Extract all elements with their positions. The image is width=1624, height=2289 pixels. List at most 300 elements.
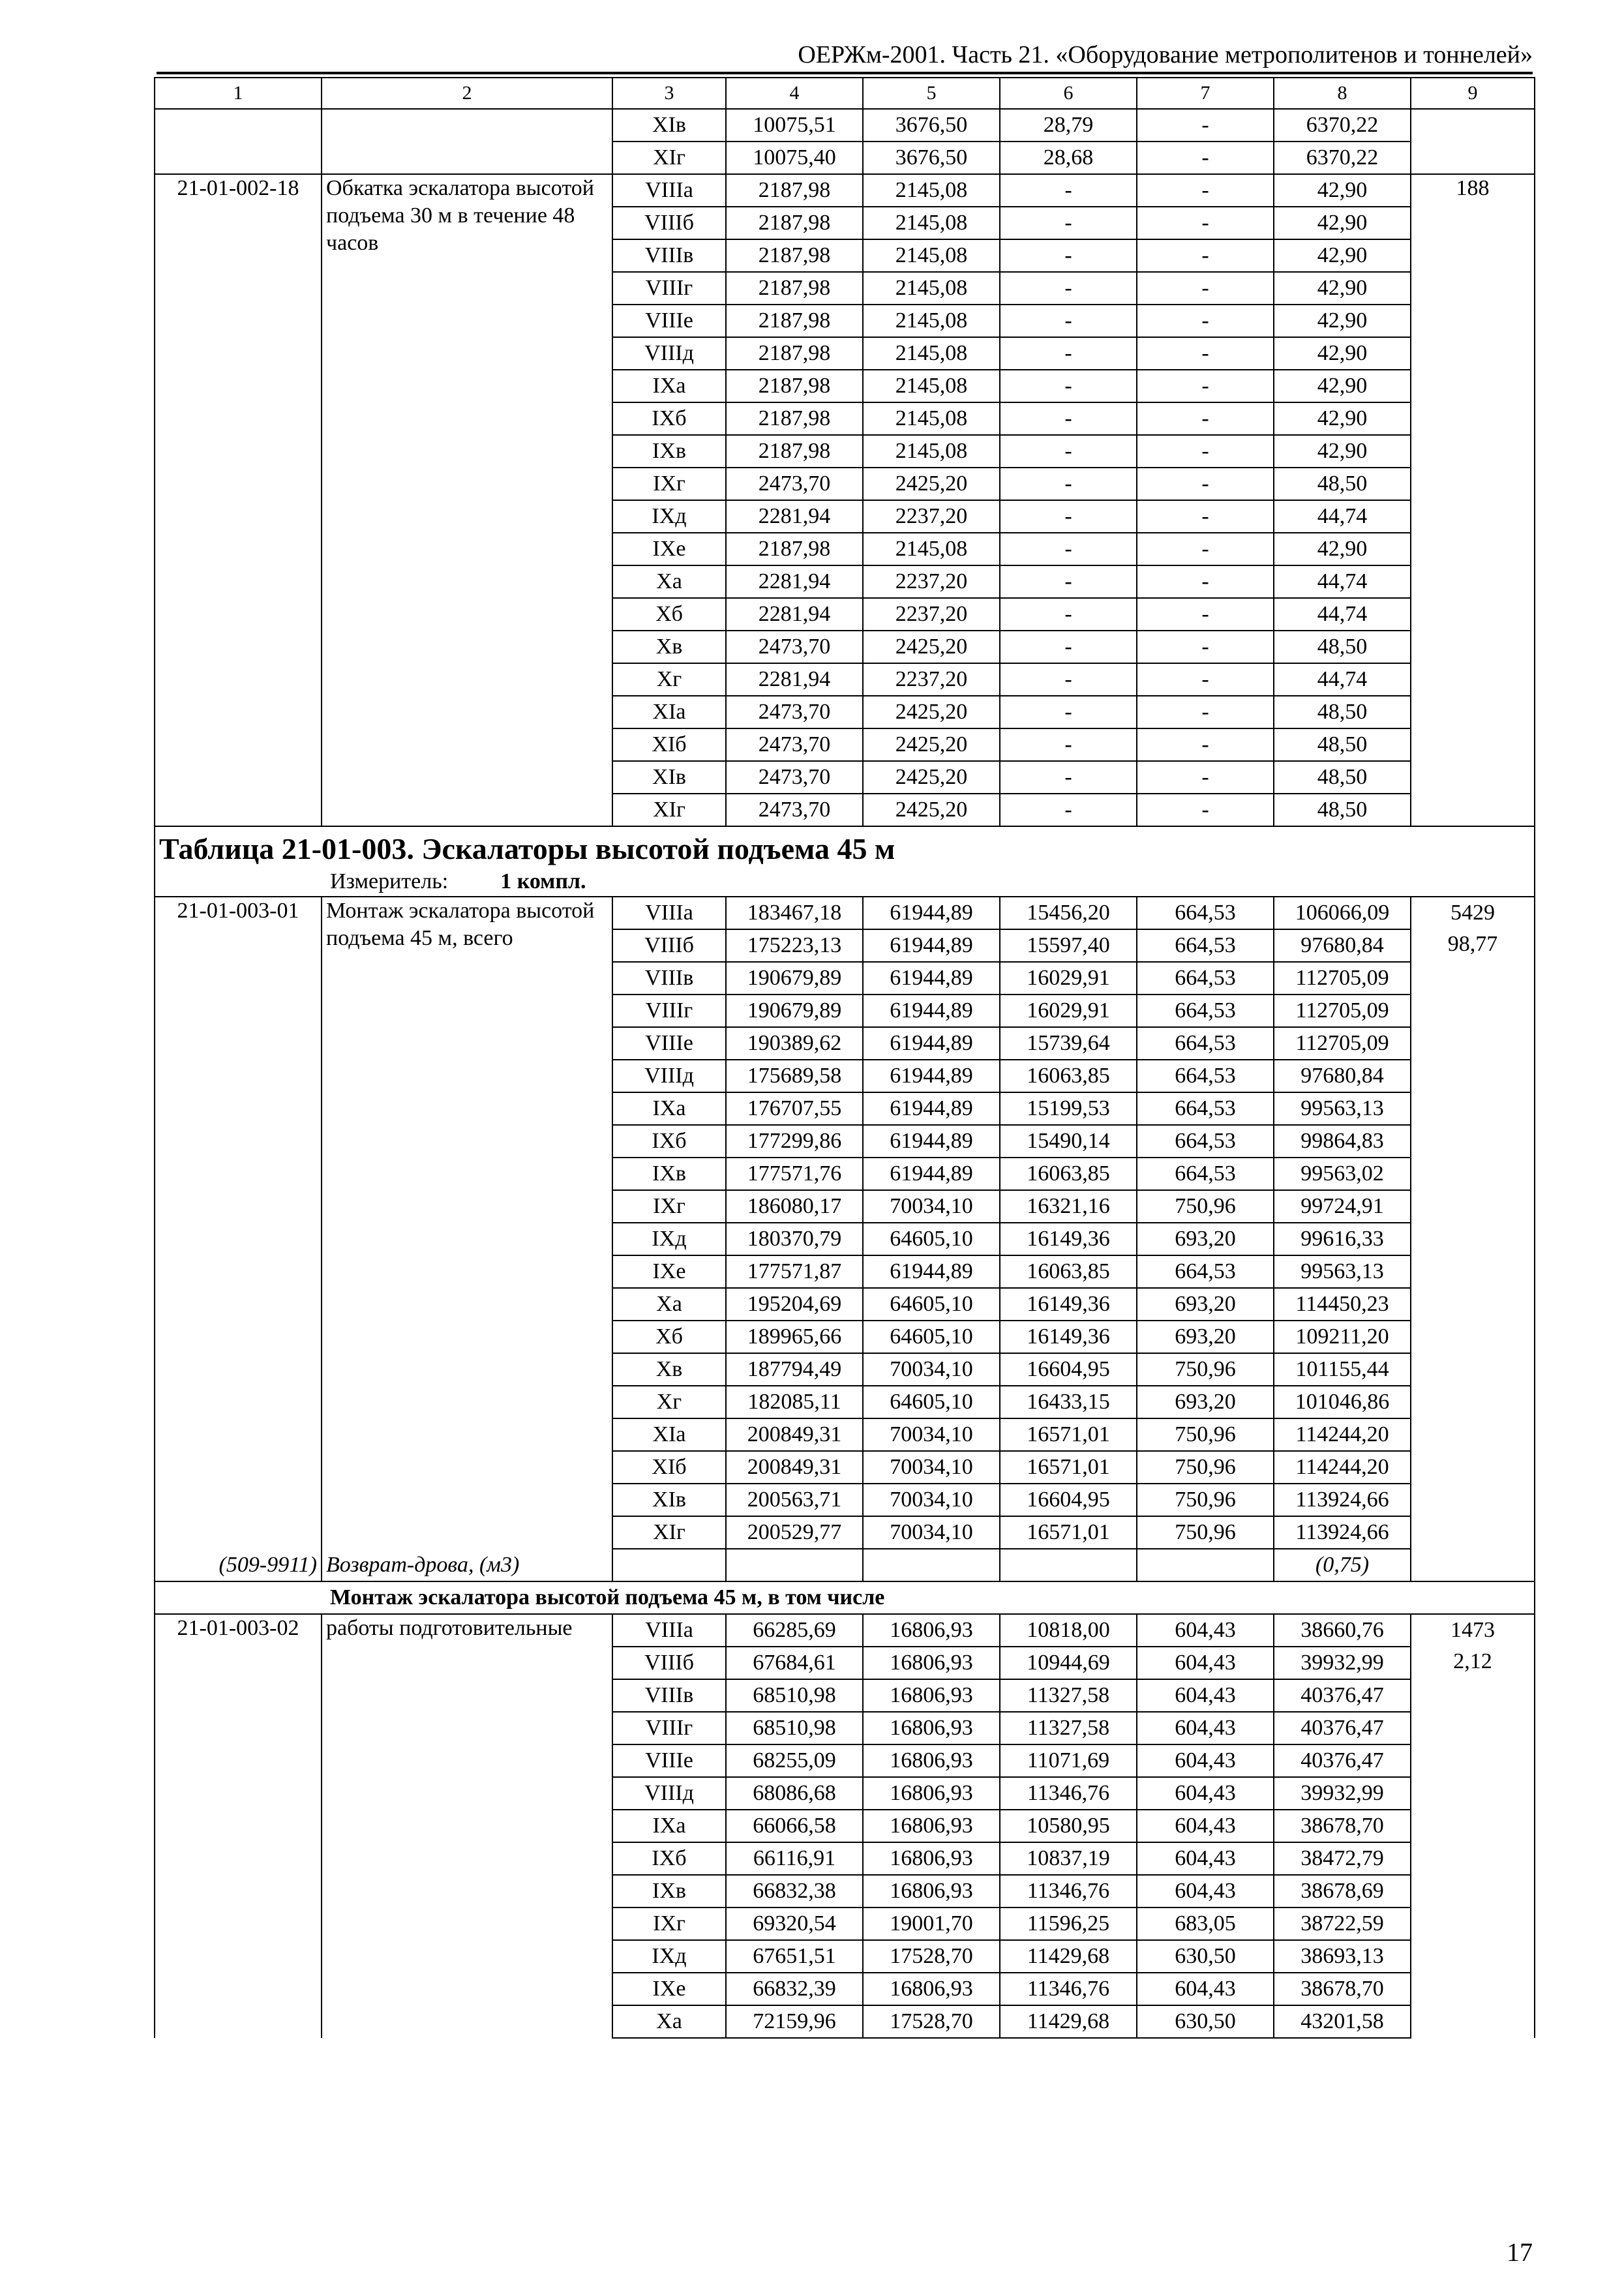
zone-cell: IXв <box>612 1875 726 1908</box>
machines-cell: - <box>1000 565 1137 598</box>
machines-cell: 11327,58 <box>1000 1679 1137 1712</box>
wages-cell: 64605,10 <box>863 1386 1000 1418</box>
machines-cell: 10837,19 <box>1000 1842 1137 1875</box>
zone-cell: IXг <box>612 1908 726 1940</box>
total-cost-cell: 67684,61 <box>726 1647 863 1679</box>
return-row <box>155 1549 1535 1581</box>
machines-cell: - <box>1000 761 1137 794</box>
machinist-wages-cell: 693,20 <box>1137 1223 1274 1255</box>
machines-cell: 16063,85 <box>1000 1060 1137 1092</box>
machines-cell: 16029,91 <box>1000 962 1137 995</box>
total-cost-cell: 177571,76 <box>726 1158 863 1190</box>
machinist-wages-cell: 750,96 <box>1137 1418 1274 1451</box>
materials-cell: 42,90 <box>1274 435 1411 468</box>
zone-cell: VIIIв <box>612 1679 726 1712</box>
machines-cell: - <box>1000 305 1137 337</box>
total-cost-cell: 68255,09 <box>726 1744 863 1777</box>
total-cost-cell: 176707,55 <box>726 1092 863 1125</box>
total-cost-cell: 200849,31 <box>726 1418 863 1451</box>
wages-cell: 2145,08 <box>863 435 1000 468</box>
wages-cell: 16806,93 <box>863 1647 1000 1679</box>
total-cost-cell: 66832,39 <box>726 1973 863 2005</box>
zone-cell: VIIIе <box>612 1744 726 1777</box>
column-numbers-row <box>155 78 1535 109</box>
zone-cell: IXг <box>612 468 726 500</box>
materials-cell: 48,50 <box>1274 794 1411 826</box>
zone-cell: VIIIб <box>612 207 726 239</box>
zone-cell: XIв <box>612 1484 726 1516</box>
total-cost-cell: 183467,18 <box>726 897 863 929</box>
machinist-wages-cell: - <box>1137 142 1274 174</box>
machinist-wages-cell: - <box>1137 533 1274 565</box>
labor-value: 1473 <box>1451 1618 1495 1642</box>
materials-cell: 44,74 <box>1274 500 1411 533</box>
column-number: 1 <box>155 78 322 109</box>
machinist-wages-cell: 604,43 <box>1137 1973 1274 2005</box>
table-title-row <box>155 826 1535 897</box>
machinist-wages-cell: 630,50 <box>1137 1940 1274 1973</box>
machines-cell: 16571,01 <box>1000 1418 1137 1451</box>
machinist-wages-cell: 604,43 <box>1137 1712 1274 1744</box>
machinist-wages-cell: 750,96 <box>1137 1451 1274 1484</box>
wages-cell: 16806,93 <box>863 1712 1000 1744</box>
total-cost-cell: 2187,98 <box>726 370 863 402</box>
zone-cell: IXа <box>612 1092 726 1125</box>
zone-cell: XIа <box>612 1418 726 1451</box>
materials-cell: 44,74 <box>1274 565 1411 598</box>
total-cost-cell: 177571,87 <box>726 1255 863 1288</box>
machines-cell: 16571,01 <box>1000 1516 1137 1549</box>
wages-cell: 16806,93 <box>863 1777 1000 1810</box>
wages-cell: 61944,89 <box>863 1060 1000 1092</box>
machinist-wages-cell: - <box>1137 565 1274 598</box>
zone-cell: Xа <box>612 1288 726 1321</box>
materials-cell: 113924,66 <box>1274 1484 1411 1516</box>
machines-cell: 16063,85 <box>1000 1158 1137 1190</box>
total-cost-cell: 2187,98 <box>726 207 863 239</box>
zone-cell: XIв <box>612 761 726 794</box>
zone-cell: VIIIг <box>612 1712 726 1744</box>
zone-cell: VIIIг <box>612 995 726 1027</box>
wages-cell: 61944,89 <box>863 1255 1000 1288</box>
total-cost-cell: 72159,96 <box>726 2005 863 2038</box>
zone-cell: XIг <box>612 794 726 826</box>
machinist-wages-cell: - <box>1137 468 1274 500</box>
zone-cell: IXг <box>612 1190 726 1223</box>
machines-cell: - <box>1000 533 1137 565</box>
zone-cell: Xа <box>612 565 726 598</box>
wages-cell: 2237,20 <box>863 500 1000 533</box>
machines-cell: 10818,00 <box>1000 1614 1137 1647</box>
machinist-wages-cell: 750,96 <box>1137 1516 1274 1549</box>
materials-cell: 42,90 <box>1274 370 1411 402</box>
materials-cell: 38678,69 <box>1274 1875 1411 1908</box>
zone-cell: XIв <box>612 109 726 142</box>
materials-cell: 43201,58 <box>1274 2005 1411 2038</box>
materials-cell: 42,90 <box>1274 174 1411 207</box>
machines-cell: - <box>1000 728 1137 761</box>
machines-cell: - <box>1000 663 1137 696</box>
total-cost-cell: 175689,58 <box>726 1060 863 1092</box>
column-number: 5 <box>863 78 1000 109</box>
total-cost-cell: 2187,98 <box>726 174 863 207</box>
materials-cell: 38660,76 <box>1274 1614 1411 1647</box>
wages-cell: 2145,08 <box>863 337 1000 370</box>
wages-cell: 2145,08 <box>863 305 1000 337</box>
machines-cell: - <box>1000 207 1137 239</box>
wages-cell: 2425,20 <box>863 468 1000 500</box>
materials-cell: 99563,02 <box>1274 1158 1411 1190</box>
total-cost-cell: 2187,98 <box>726 435 863 468</box>
machinist-wages-cell: - <box>1137 435 1274 468</box>
empty-cell <box>612 1549 726 1581</box>
return-code-cell: (509-9911) <box>155 1549 322 1581</box>
materials-cell: 99563,13 <box>1274 1255 1411 1288</box>
materials-cell: 48,50 <box>1274 631 1411 663</box>
materials-cell: 101046,86 <box>1274 1386 1411 1418</box>
labor-cell <box>1411 1614 1535 2038</box>
materials-cell: 40376,47 <box>1274 1679 1411 1712</box>
total-cost-cell: 190679,89 <box>726 962 863 995</box>
code-cell: 21-01-003-01 <box>155 897 322 1549</box>
zone-cell: VIIIе <box>612 1027 726 1060</box>
materials-cell: 38722,59 <box>1274 1908 1411 1940</box>
machinist-wages-cell: 604,43 <box>1137 1810 1274 1842</box>
machinist-wages-cell: - <box>1137 370 1274 402</box>
materials-cell: 39932,99 <box>1274 1647 1411 1679</box>
zone-cell: IXа <box>612 370 726 402</box>
wages-cell: 70034,10 <box>863 1451 1000 1484</box>
total-cost-cell: 69320,54 <box>726 1908 863 1940</box>
machines-cell: 16149,36 <box>1000 1288 1137 1321</box>
materials-cell: 101155,44 <box>1274 1353 1411 1386</box>
rates-table <box>154 77 1535 2039</box>
column-number: 4 <box>726 78 863 109</box>
zone-cell: VIIIг <box>612 272 726 305</box>
total-cost-cell: 200849,31 <box>726 1451 863 1484</box>
table-body <box>155 78 1535 2038</box>
machines-cell: 10944,69 <box>1000 1647 1137 1679</box>
total-cost-cell: 2473,70 <box>726 794 863 826</box>
total-cost-cell: 2281,94 <box>726 598 863 631</box>
materials-cell: 109211,20 <box>1274 1321 1411 1353</box>
machines-cell: - <box>1000 631 1137 663</box>
total-cost-cell: 66116,91 <box>726 1842 863 1875</box>
wages-cell: 3676,50 <box>863 109 1000 142</box>
materials-cell: 99864,83 <box>1274 1125 1411 1158</box>
machines-cell: 16149,36 <box>1000 1223 1137 1255</box>
machines-cell: 11071,69 <box>1000 1744 1137 1777</box>
column-number: 8 <box>1274 78 1411 109</box>
wages-cell: 61944,89 <box>863 1092 1000 1125</box>
machines-cell: 16571,01 <box>1000 1451 1137 1484</box>
total-cost-cell: 182085,11 <box>726 1386 863 1418</box>
materials-cell: 97680,84 <box>1274 1060 1411 1092</box>
wages-cell: 2145,08 <box>863 370 1000 402</box>
total-cost-cell: 175223,13 <box>726 929 863 962</box>
wages-cell: 2145,08 <box>863 533 1000 565</box>
wages-cell: 2145,08 <box>863 174 1000 207</box>
machinist-labor-value: 2,12 <box>1453 1649 1492 1673</box>
page-header <box>157 38 1533 74</box>
measure-value: 1 компл. <box>500 869 586 893</box>
zone-cell: Xб <box>612 1321 726 1353</box>
wages-cell: 19001,70 <box>863 1908 1000 1940</box>
empty-cell <box>1411 1549 1535 1581</box>
materials-cell: 38472,79 <box>1274 1842 1411 1875</box>
wages-cell: 17528,70 <box>863 2005 1000 2038</box>
zone-cell: Xг <box>612 1386 726 1418</box>
machines-cell: - <box>1000 696 1137 728</box>
return-name-cell: Возврат-дрова, (м3) <box>322 1549 612 1581</box>
section-title-row <box>155 1581 1535 1614</box>
machinist-wages-cell: 683,05 <box>1137 1908 1274 1940</box>
zone-cell: IXа <box>612 1810 726 1842</box>
name-cell: Монтаж эскалатора высотой подъема 45 м, всего <box>322 897 612 1549</box>
machines-cell: 15739,64 <box>1000 1027 1137 1060</box>
code-cell: 21-01-002-18 <box>155 174 322 826</box>
materials-cell: 42,90 <box>1274 337 1411 370</box>
materials-cell: 38693,13 <box>1274 1940 1411 1973</box>
materials-cell: 99724,91 <box>1274 1190 1411 1223</box>
zone-cell: Xа <box>612 2005 726 2038</box>
machinist-wages-cell: 664,53 <box>1137 897 1274 929</box>
wages-cell: 64605,10 <box>863 1288 1000 1321</box>
column-number: 7 <box>1137 78 1274 109</box>
zone-cell: Xг <box>612 663 726 696</box>
zone-cell: XIа <box>612 696 726 728</box>
machines-cell: 28,79 <box>1000 109 1137 142</box>
machinist-wages-cell: 630,50 <box>1137 2005 1274 2038</box>
total-cost-cell: 2281,94 <box>726 500 863 533</box>
machines-cell: 16029,91 <box>1000 995 1137 1027</box>
machinist-wages-cell: - <box>1137 761 1274 794</box>
wages-cell: 61944,89 <box>863 1125 1000 1158</box>
total-cost-cell: 67651,51 <box>726 1940 863 1973</box>
zone-cell: XIб <box>612 728 726 761</box>
return-value-cell: (0,75) <box>1274 1549 1411 1581</box>
materials-cell: 97680,84 <box>1274 929 1411 962</box>
wages-cell: 16806,93 <box>863 1679 1000 1712</box>
zone-cell: IXд <box>612 500 726 533</box>
wages-cell: 61944,89 <box>863 962 1000 995</box>
total-cost-cell: 2187,98 <box>726 305 863 337</box>
zone-cell: IXб <box>612 1842 726 1875</box>
zone-cell: VIIIа <box>612 897 726 929</box>
machinist-wages-cell: - <box>1137 500 1274 533</box>
machinist-wages-cell: - <box>1137 663 1274 696</box>
machinist-wages-cell: 604,43 <box>1137 1842 1274 1875</box>
wages-cell: 70034,10 <box>863 1516 1000 1549</box>
materials-cell: 106066,09 <box>1274 897 1411 929</box>
machinist-wages-cell: 750,96 <box>1137 1190 1274 1223</box>
zone-cell: IXд <box>612 1223 726 1255</box>
machinist-wages-cell: 693,20 <box>1137 1321 1274 1353</box>
machines-cell: - <box>1000 337 1137 370</box>
table-row <box>155 109 1535 142</box>
total-cost-cell: 189965,66 <box>726 1321 863 1353</box>
wages-cell: 2237,20 <box>863 565 1000 598</box>
table-row <box>155 174 1535 207</box>
wages-cell: 2145,08 <box>863 402 1000 435</box>
total-cost-cell: 10075,40 <box>726 142 863 174</box>
total-cost-cell: 2473,70 <box>726 761 863 794</box>
materials-cell: 112705,09 <box>1274 1027 1411 1060</box>
machines-cell: 16604,95 <box>1000 1353 1137 1386</box>
materials-cell: 48,50 <box>1274 761 1411 794</box>
wages-cell: 2425,20 <box>863 761 1000 794</box>
wages-cell: 2425,20 <box>863 696 1000 728</box>
machines-cell: 11327,58 <box>1000 1712 1137 1744</box>
wages-cell: 70034,10 <box>863 1353 1000 1386</box>
machines-cell: 28,68 <box>1000 142 1137 174</box>
materials-cell: 42,90 <box>1274 207 1411 239</box>
total-cost-cell: 2473,70 <box>726 468 863 500</box>
machinist-wages-cell: 750,96 <box>1137 1484 1274 1516</box>
machines-cell: - <box>1000 272 1137 305</box>
wages-cell: 61944,89 <box>863 995 1000 1027</box>
zone-cell: VIIIе <box>612 305 726 337</box>
wages-cell: 16806,93 <box>863 1810 1000 1842</box>
machinist-wages-cell: 604,43 <box>1137 1679 1274 1712</box>
materials-cell: 114244,20 <box>1274 1451 1411 1484</box>
wages-cell: 16806,93 <box>863 1744 1000 1777</box>
code-cell: 21-01-003-02 <box>155 1614 322 2038</box>
materials-cell: 48,50 <box>1274 468 1411 500</box>
zone-cell: VIIIа <box>612 174 726 207</box>
table-title-row-cell <box>155 826 1535 897</box>
total-cost-cell: 2187,98 <box>726 402 863 435</box>
total-cost-cell: 2187,98 <box>726 239 863 272</box>
total-cost-cell: 68086,68 <box>726 1777 863 1810</box>
table-row <box>155 897 1535 929</box>
machinist-wages-cell: 664,53 <box>1137 929 1274 962</box>
total-cost-cell: 2187,98 <box>726 533 863 565</box>
wages-cell: 61944,89 <box>863 929 1000 962</box>
zone-cell: Xв <box>612 1353 726 1386</box>
wages-cell: 64605,10 <box>863 1223 1000 1255</box>
machinist-wages-cell: - <box>1137 109 1274 142</box>
machines-cell: - <box>1000 174 1137 207</box>
wages-cell: 2425,20 <box>863 728 1000 761</box>
header-title: ОЕРЖм-2001. Часть 21. «Оборудование метрополитенов и тоннелей» <box>798 41 1533 68</box>
wages-cell: 61944,89 <box>863 1158 1000 1190</box>
wages-cell: 16806,93 <box>863 1842 1000 1875</box>
wages-cell: 2425,20 <box>863 631 1000 663</box>
materials-cell: 38678,70 <box>1274 1973 1411 2005</box>
materials-cell: 48,50 <box>1274 696 1411 728</box>
zone-cell: XIб <box>612 1451 726 1484</box>
wages-cell: 16806,93 <box>863 1875 1000 1908</box>
materials-cell: 112705,09 <box>1274 962 1411 995</box>
materials-cell: 99563,13 <box>1274 1092 1411 1125</box>
machines-cell: 16321,16 <box>1000 1190 1137 1223</box>
wages-cell: 64605,10 <box>863 1321 1000 1353</box>
machines-cell: 11346,76 <box>1000 1973 1137 2005</box>
machinist-wages-cell: - <box>1137 272 1274 305</box>
machines-cell: - <box>1000 370 1137 402</box>
empty-cell <box>726 1549 863 1581</box>
machines-cell: - <box>1000 239 1137 272</box>
materials-cell: 48,50 <box>1274 728 1411 761</box>
machinist-wages-cell: 604,43 <box>1137 1777 1274 1810</box>
zone-cell: VIIIв <box>612 962 726 995</box>
machines-cell: - <box>1000 500 1137 533</box>
total-cost-cell: 66832,38 <box>726 1875 863 1908</box>
section-title-row-cell <box>155 1581 1535 1614</box>
zone-cell: XIг <box>612 1516 726 1549</box>
empty-cell <box>863 1549 1000 1581</box>
wages-cell: 2145,08 <box>863 272 1000 305</box>
zone-cell: VIIIа <box>612 1614 726 1647</box>
labor-value: 5429 <box>1451 901 1495 925</box>
zone-cell: IXб <box>612 402 726 435</box>
zone-cell: XIг <box>612 142 726 174</box>
materials-cell: 114450,23 <box>1274 1288 1411 1321</box>
empty-cell <box>1000 1549 1137 1581</box>
total-cost-cell: 180370,79 <box>726 1223 863 1255</box>
code-cell <box>155 109 322 174</box>
machines-cell: - <box>1000 435 1137 468</box>
name-cell: работы подготовительные <box>322 1614 612 2038</box>
machinist-wages-cell: 604,43 <box>1137 1614 1274 1647</box>
machinist-wages-cell: - <box>1137 239 1274 272</box>
machinist-wages-cell: 664,53 <box>1137 1092 1274 1125</box>
machines-cell: 11429,68 <box>1000 2005 1137 2038</box>
zone-cell: IXв <box>612 435 726 468</box>
total-cost-cell: 2187,98 <box>726 337 863 370</box>
total-cost-cell: 195204,69 <box>726 1288 863 1321</box>
machines-cell: - <box>1000 794 1137 826</box>
machines-cell: 15597,40 <box>1000 929 1137 962</box>
wages-cell: 2237,20 <box>863 598 1000 631</box>
total-cost-cell: 200563,71 <box>726 1484 863 1516</box>
machinist-wages-cell: - <box>1137 794 1274 826</box>
total-cost-cell: 190679,89 <box>726 995 863 1027</box>
zone-cell: VIIIд <box>612 1060 726 1092</box>
machines-cell: 15456,20 <box>1000 897 1137 929</box>
wages-cell: 3676,50 <box>863 142 1000 174</box>
materials-cell: 42,90 <box>1274 272 1411 305</box>
total-cost-cell: 187794,49 <box>726 1353 863 1386</box>
total-cost-cell: 66285,69 <box>726 1614 863 1647</box>
measure-label: Измеритель: <box>330 869 449 893</box>
wages-cell: 2145,08 <box>863 207 1000 239</box>
labor-cell <box>1411 897 1535 1549</box>
page-number: 17 <box>1507 2237 1533 2267</box>
zone-cell: VIIIд <box>612 1777 726 1810</box>
zone-cell: VIIIб <box>612 1647 726 1679</box>
materials-cell: 113924,66 <box>1274 1516 1411 1549</box>
zone-cell: IXд <box>612 1940 726 1973</box>
materials-cell: 112705,09 <box>1274 995 1411 1027</box>
machinist-wages-cell: 750,96 <box>1137 1353 1274 1386</box>
materials-cell: 99616,33 <box>1274 1223 1411 1255</box>
wages-cell: 61944,89 <box>863 897 1000 929</box>
zone-cell: IXв <box>612 1158 726 1190</box>
machines-cell: 15199,53 <box>1000 1092 1137 1125</box>
wages-cell: 2145,08 <box>863 239 1000 272</box>
zone-cell: IXб <box>612 1125 726 1158</box>
machinist-wages-cell: - <box>1137 305 1274 337</box>
zone-cell: VIIIб <box>612 929 726 962</box>
zone-cell: IXе <box>612 1255 726 1288</box>
machinist-wages-cell: - <box>1137 207 1274 239</box>
machinist-wages-cell: 664,53 <box>1137 962 1274 995</box>
machinist-labor-value: 98,77 <box>1447 932 1498 956</box>
total-cost-cell: 68510,98 <box>726 1679 863 1712</box>
measure-row <box>159 867 1530 896</box>
